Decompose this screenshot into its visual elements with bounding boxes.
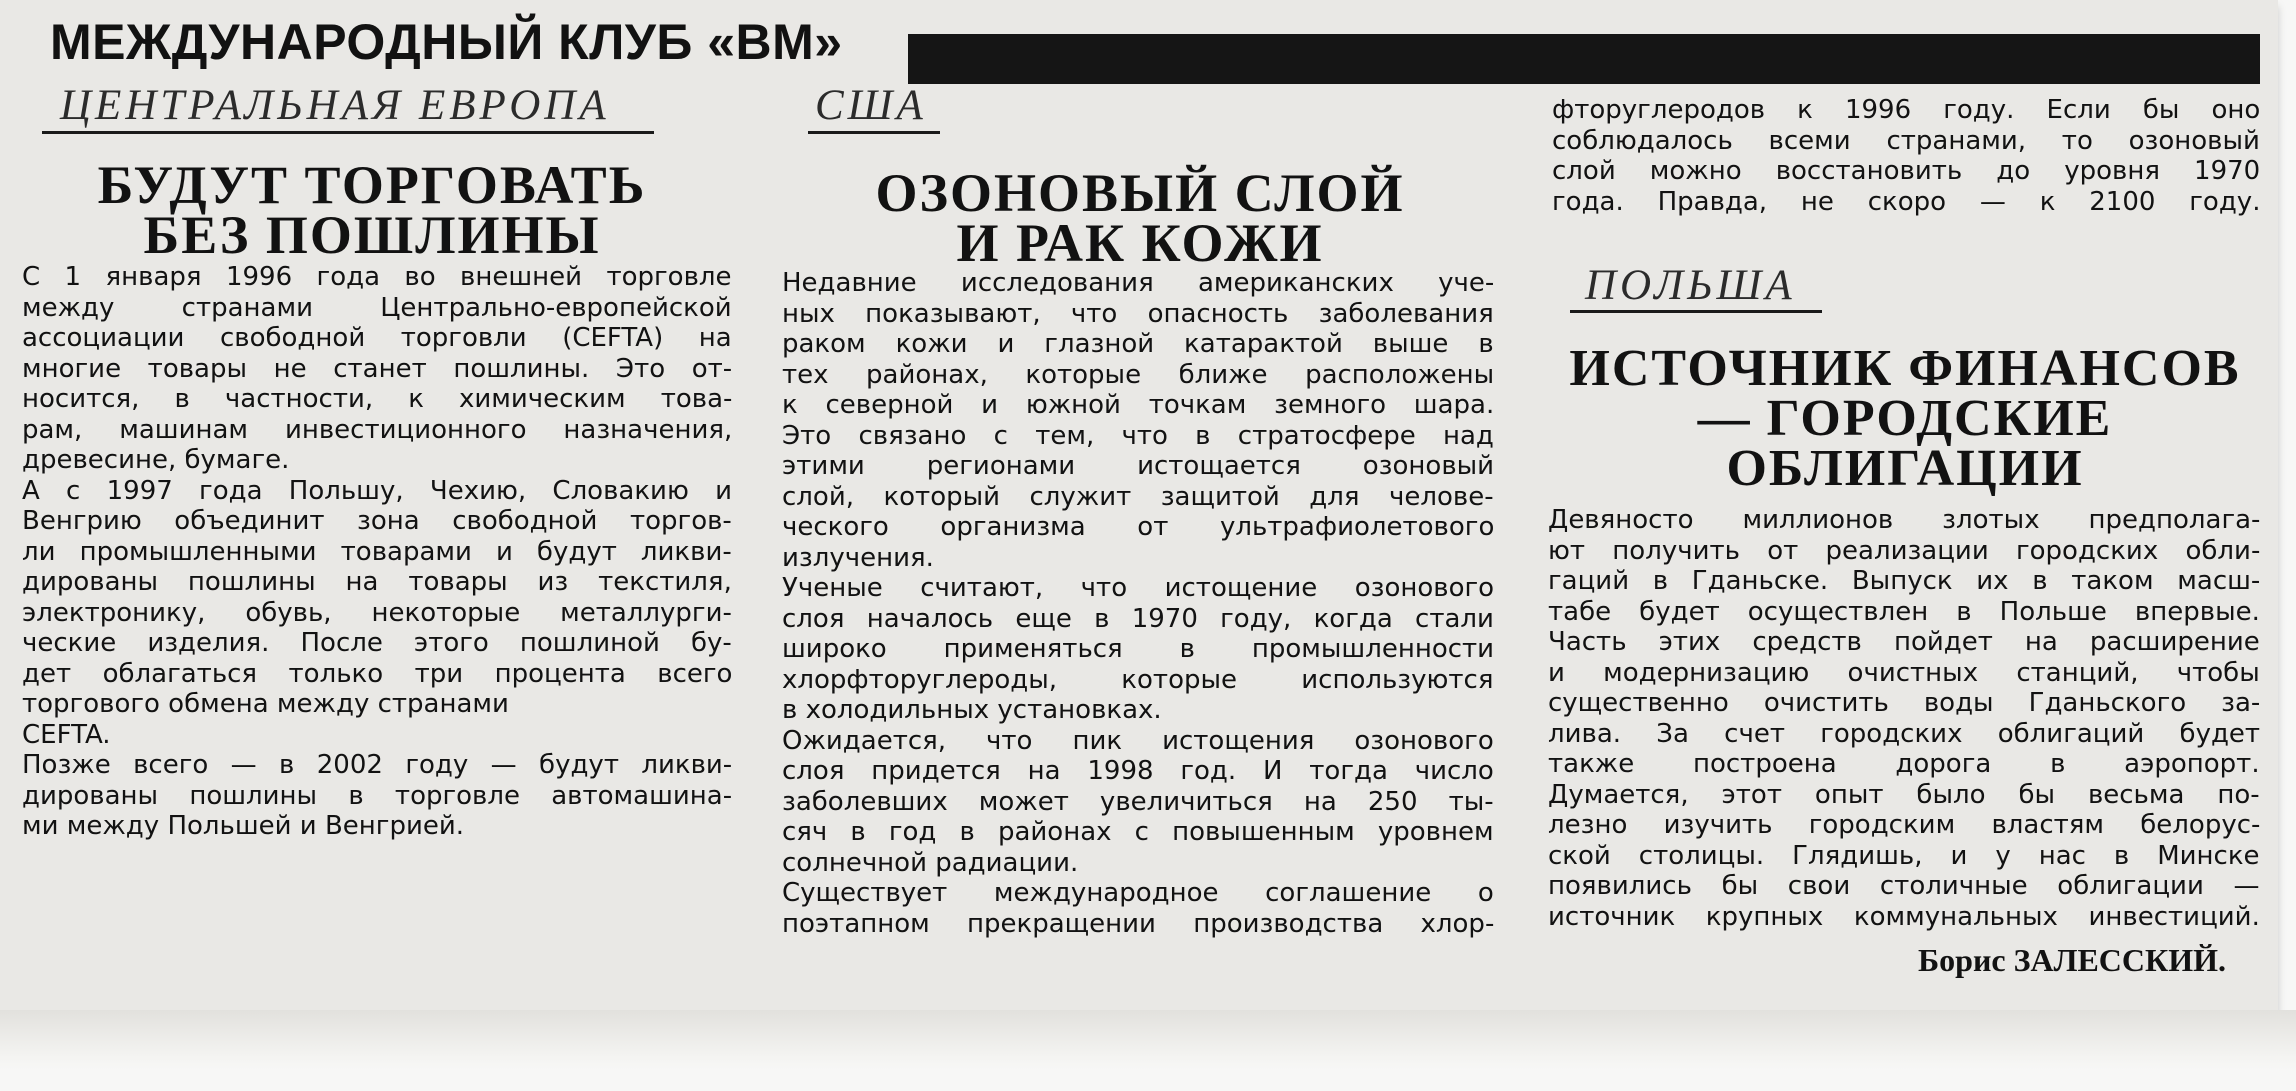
text-line: дет облагаться только три процента всего (22, 658, 733, 689)
text-line: излучения. (782, 542, 934, 573)
text-line: существенно очистить воды Гданьского за- (1548, 688, 2261, 718)
text-line: ческого организма от ультрафиолетового (782, 512, 1495, 542)
author-signature: Борис ЗАЛЕССКИЙ. (1918, 942, 2226, 978)
text-line: электронику, обувь, некоторые металлурги- (22, 597, 732, 628)
text-line: широко применяться в промышленности (782, 634, 1495, 664)
page-title: МЕЖДУНАРОДНЫЙ КЛУБ «ВМ» (50, 14, 843, 70)
text-line: сяч в год в районах с повышенным уровнем (782, 817, 1494, 847)
text-line: многие товары не станет пошлины. Это от- (22, 353, 733, 384)
text-line: тех районах, которые ближе расположены (782, 359, 1495, 390)
text-line: солнечной радиации. (782, 847, 1079, 878)
text-line: носится, в частности, к химическим това- (22, 384, 733, 414)
headline-line: ОЗОНОВЫЙ СЛОЙ (875, 163, 1405, 223)
text-line: к северной и южной точкам земного шара. (782, 390, 1495, 420)
section-rule (42, 131, 654, 134)
text-line: лива. За счет городских облигаций будет (1548, 718, 2261, 749)
text-line: слоя началось еще в 1970 году, когда стали (782, 603, 1494, 634)
text-line: слой, который служит защитой для челове- (782, 481, 1494, 512)
paper-shadow (0, 1010, 2296, 1070)
text-line: Часть этих средств пойдет на расширение (1548, 627, 2260, 657)
text-line: и модернизацию очистных станций, чтобы (1548, 657, 2260, 688)
text-line: в холодильных установках. (782, 695, 1162, 725)
headline-central-europe (22, 155, 722, 265)
text-line: слоя придется на 1998 год. И тогда число (782, 756, 1494, 786)
section-label-usa: США (815, 82, 927, 129)
headline-line: — ГОРОДСКИЕ (1697, 390, 2113, 447)
text-line: лезно изучить городским властям белорус- (1548, 810, 2261, 840)
text-line: ческие изделия. После этого пошлиной бу- (22, 628, 732, 658)
article-body-usa-continued (1552, 95, 2260, 217)
text-line: ассоциации свободной торговли (CEFTA) на (22, 323, 732, 353)
text-line: источник крупных коммунальных инвестиций. (1548, 901, 2260, 932)
text-line: Существует международное соглашение о (782, 878, 1494, 908)
text-line: Позже всего — в 2002 году — будут ликви- (22, 750, 733, 780)
text-line: табе будет осуществлен в Польше впервые. (1548, 596, 2260, 627)
headline-poland (1560, 340, 2250, 497)
text-line: поэтапном прекращении производства хлор- (782, 908, 1495, 939)
text-line: года. Правда, не скоро — к 2100 году. (1552, 186, 2261, 217)
text-line: торгового обмена между странами (22, 689, 509, 719)
header-bar (908, 34, 2260, 84)
text-line: А с 1997 года Польшу, Чехию, Словакию и (22, 475, 732, 506)
headline-usa (780, 163, 1500, 273)
section-rule (808, 131, 940, 134)
text-line: рам, машинам инвестиционного назначения, (22, 414, 733, 445)
text-line: ных показывают, что опасность заболевания (782, 298, 1494, 329)
section-label-poland: ПОЛЬША (1585, 262, 1796, 309)
text-line: ют получить от реализации городских обли- (1548, 535, 2261, 566)
section-rule (1570, 310, 1822, 313)
text-line: заболевших может увеличиться на 250 ты- (782, 786, 1494, 817)
text-line: Венгрию объединит зона свободной торгов- (22, 506, 732, 536)
text-line: Думается, этот опыт было бы весьма по- (1548, 779, 2260, 810)
text-line: соблюдалось всеми странами, то озоновый (1552, 125, 2260, 156)
text-line: гаций в Гданьске. Выпуск их в таком масш- (1548, 566, 2261, 596)
text-line: этими регионами истощается озоновый (782, 451, 1495, 481)
text-line: ми между Польшей и Венгрией. (22, 811, 464, 841)
text-line: дированы пошлины на товары из текстиля, (22, 567, 732, 597)
headline-line: И РАК КОЖИ (956, 213, 1324, 273)
text-line: древесине, бумаге. (22, 445, 290, 475)
article-body-usa (782, 268, 1494, 939)
text-line: слой можно восстановить до уровня 1970 (1552, 156, 2261, 186)
text-line: Это связано с тем, что в стратосфере над (782, 420, 1494, 451)
article-body-central-europe (22, 262, 732, 842)
text-line: фторуглеродов к 1996 году. Если бы оно (1552, 95, 2261, 125)
text-line: между странами Центрально-европейской (22, 292, 732, 323)
text-line: С 1 января 1996 года во внешней торговле (22, 262, 732, 292)
text-line: Девяносто миллионов злотых предполага- (1548, 505, 2261, 535)
headline-line: ОБЛИГАЦИИ (1726, 440, 2084, 497)
text-line: также построена дорога в аэропорт. (1548, 749, 2260, 779)
text-line: раком кожи и глазной катарактой выше в (782, 329, 1494, 359)
section-label-central-europe: ЦЕНТРАЛЬНАЯ ЕВРОПА (60, 82, 610, 129)
text-line: ской столицы. Глядишь, и у нас в Минске (1548, 840, 2260, 871)
text-line: хлорфторуглероды, которые используются (782, 664, 1494, 695)
text-line: Ожидается, что пик истощения озонового (782, 725, 1494, 756)
text-line: Недавние исследования американских уче- (782, 268, 1495, 298)
headline-line: ИСТОЧНИК ФИНАНСОВ (1569, 340, 2241, 397)
text-line: появились бы свои столичные облигации — (1548, 871, 2260, 901)
headline-line: БЕЗ ПОШЛИНЫ (143, 205, 601, 265)
headline-line: БУДУТ ТОРГОВАТЬ (97, 155, 647, 215)
text-line: дированы пошлины в торговле автомашина- (22, 780, 733, 811)
article-body-poland (1548, 505, 2260, 932)
text-line: ли промышленными товарами и будут ликви- (22, 536, 732, 567)
text-line: CEFTA. (22, 719, 111, 750)
text-line: Ученые считают, что истощение озонового (782, 573, 1495, 603)
